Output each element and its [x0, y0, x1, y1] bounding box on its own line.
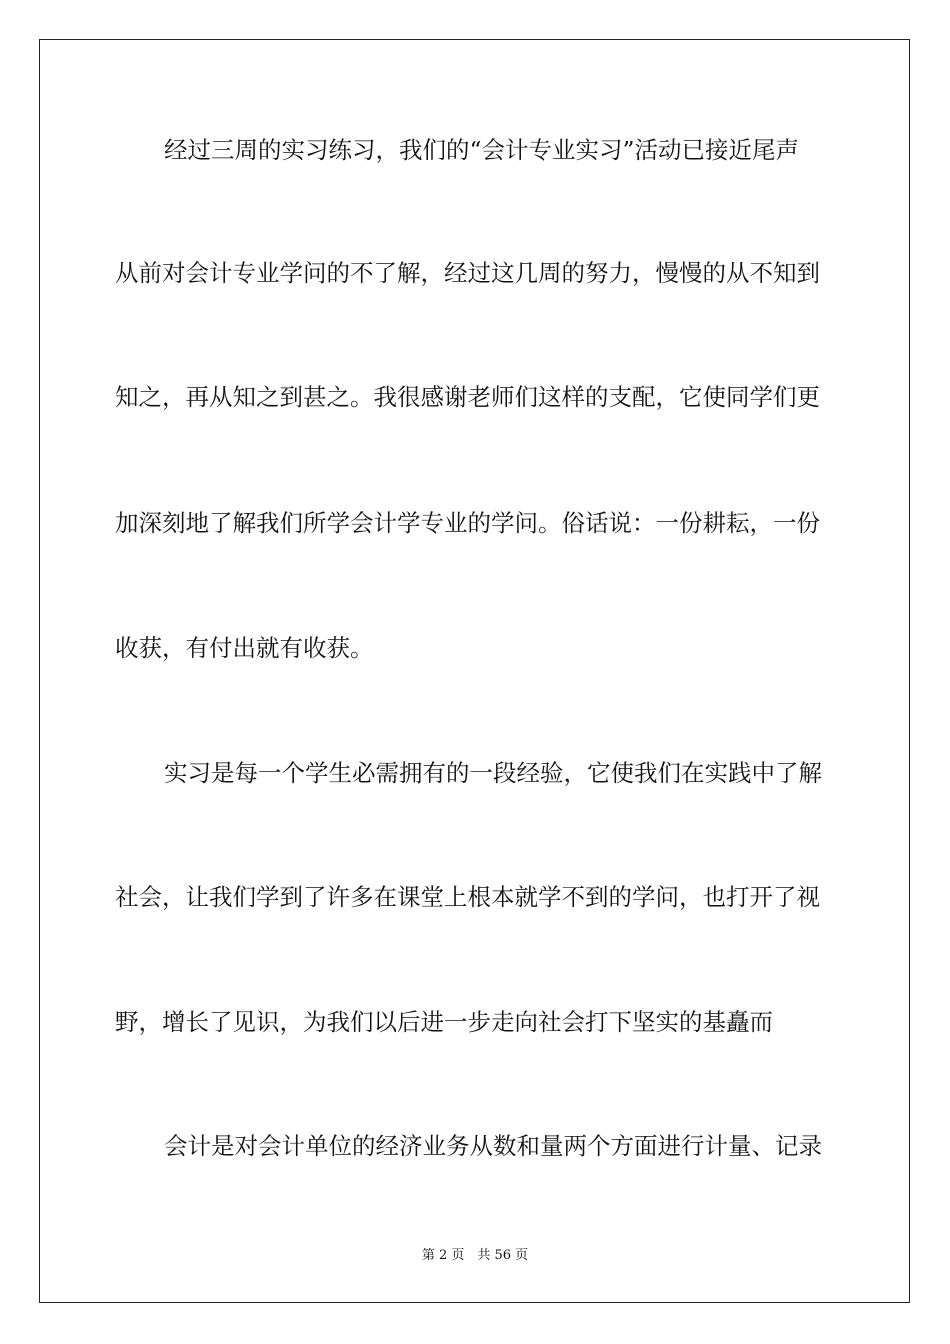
text-line: 实习是每一个学生必需拥有的一段经验，它使我们在实践中了解 — [164, 759, 822, 787]
text-line: 收获，有付出就有收获。 — [115, 634, 374, 662]
text-line: 会计是对会计单位的经济业务从数和量两个方面进行计量、记录 — [164, 1132, 822, 1160]
text-line: 社会，让我们学到了许多在课堂上根本就学不到的学问，也打开了视 — [115, 883, 820, 911]
page-border — [39, 39, 910, 1303]
text-line: 加深刻地了解我们所学会计学专业的学问。俗话说：一份耕耘，一份 — [115, 509, 820, 537]
text-line: 从前对会计专业学问的不了解，经过这几周的努力，慢慢的从不知到 — [115, 259, 820, 287]
page-number-footer: 第 2 页 共 56 页 — [421, 1248, 529, 1263]
text-line: 野，增长了见识，为我们以后进一步走向社会打下坚实的基矗而 — [115, 1008, 773, 1036]
text-line: 经过三周的实习练习，我们的“会计专业实习”活动已接近尾声 — [164, 136, 800, 164]
text-line: 知之，再从知之到甚之。我很感谢老师们这样的支配，它使同学们更 — [115, 383, 820, 411]
